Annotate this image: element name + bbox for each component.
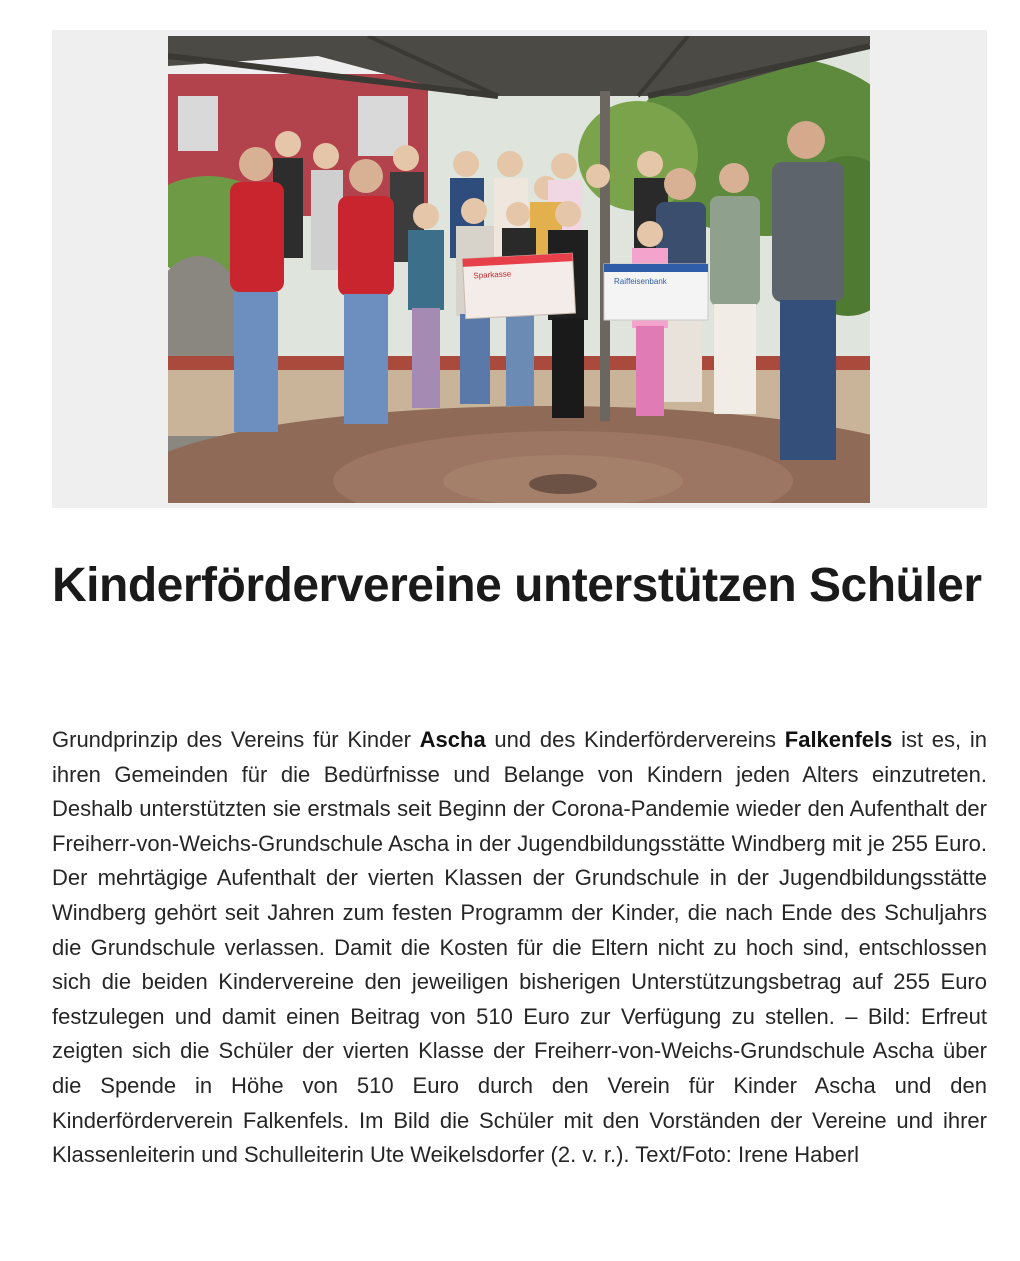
article-photo [168, 36, 870, 503]
cheque-right-label: Raiffeisenbank [614, 277, 667, 286]
body-main: ist es, in ihren Gemeinden für die Bedürfnisse und Belange von Kindern jeden Alters einzutreten. Deshalb unterstützten sie erstmals seit Beginn der Corona-Pandemie wieder den Aufenthalt der Freiherr-von-Weichs-Grundschule Ascha in der Jugendbildungsstätte Windberg mit je 255 Euro. Der mehrtägige Aufenthalt der vierten Klassen der Grundschule in der Jugendbildungsstätte Windberg gehört seit Jahren zum festen Programm der Kinder, die nach Ende des Schuljahrs die Grundschule verlassen. Damit die Kosten für die Eltern nicht zu hoch sind, entschlossen sich die beiden Kindervereine den jeweiligen bisherigen Unterstützungsbetrag auf 255 Euro festzulegen und damit einen Beitrag von 510 Euro zur Verfügung zu stellen. – Bild: Erfreut zeigten sich die Schüler der vierten Klasse der Freiherr-von-Weichs-Grundschule Ascha über die Spende in Höhe von 510 Euro durch den Verein für Kinder Ascha und den Kinderförderverein Falkenfels. Im Bild die Schüler mit den Vorständen der Vereine und ihrer Klassenleiterin und Schulleiterin Ute Weikelsdorfer (2. v. r.). Text/Foto: Irene Haberl [52, 727, 987, 1168]
body-intro-2: und des Kinderfördervereins [485, 727, 785, 752]
body-intro-1: Grundprinzip des Vereins für Kinder [52, 727, 420, 752]
article-title: Kinderfördervereine unterstützen Schüler [52, 559, 982, 612]
article-body [52, 723, 987, 1173]
place-ascha: Ascha [419, 727, 486, 752]
place-falkenfels: Falkenfels [784, 727, 893, 752]
cheque-left-label: Sparkasse [473, 269, 512, 281]
